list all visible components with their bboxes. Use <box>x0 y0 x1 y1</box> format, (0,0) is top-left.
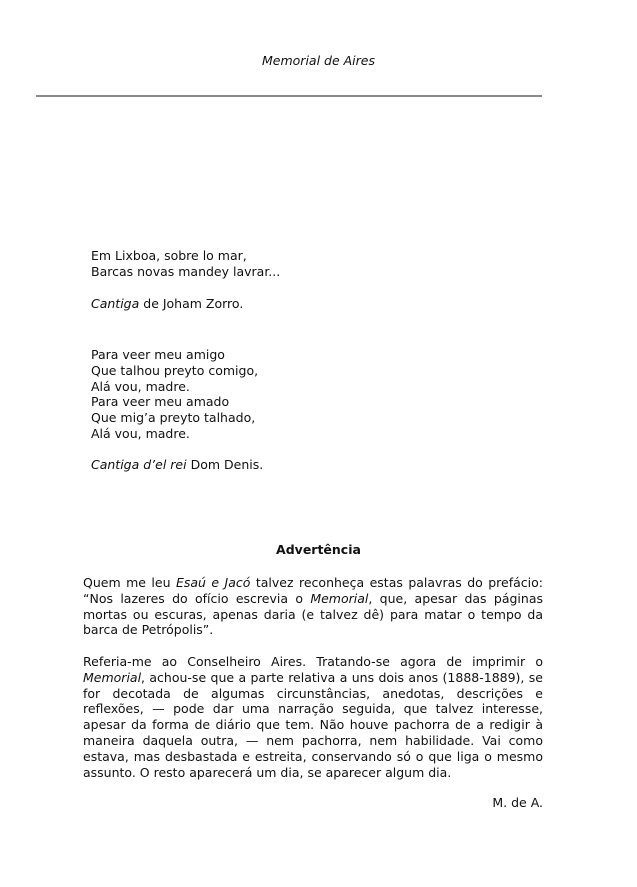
verse-line: Que talhou preyto comigo, <box>91 362 259 378</box>
paragraph-2 <box>83 654 543 780</box>
verse-line: Alá vou, madre. <box>91 378 190 394</box>
text-run: , que, apesar das páginas mortas ou escuras, apenas daria (e talvez dê) para matar o tempo da barca de Petrópolis”. <box>83 590 543 638</box>
verse-line: Para veer meu amado <box>91 394 230 410</box>
epigraph-verse-1 <box>91 248 280 280</box>
citation-text: de Joham Zorro. <box>139 296 244 311</box>
paragraph-1 <box>83 575 543 638</box>
signature: M. de A. <box>492 795 543 810</box>
book-title: Memorial <box>83 669 142 685</box>
citation-italic: Cantiga <box>91 296 140 311</box>
verse-line: Barcas novas mandey lavrar... <box>91 263 281 279</box>
verse-line: Alá vou, madre. <box>91 425 190 441</box>
text-run: Quem me leu <box>83 575 176 590</box>
text-run: talvez reconheça estas palavras do prefácio: “Nos lazeres do ofício escrevia o <box>83 575 543 606</box>
book-title: Esaú e Jacó <box>175 575 251 590</box>
epigraph-citation-2 <box>91 457 263 472</box>
header-rule <box>36 95 542 97</box>
verse-line: Em Lixboa, sobre lo mar, <box>91 248 247 263</box>
verse-line: Que mig’a preyto talhado, <box>91 410 256 426</box>
epigraph-citation-1 <box>91 296 243 311</box>
text-run: , achou-se que a parte relativa a uns dois anos (1888-1889), se for decotada de algumas circunstâncias, anedotas, descrições e reflexões, — pode dar uma narração seguida, que talvez interesse, apesar da forma de diário que tem. Não houve pachorra de a redigir à maneira daquela outra, — nem pachorra, nem habilidade. Vai como estava, mas desbastada e estreita, conservando só o que liga o mesmo assunto. O resto aparecerá um dia, se aparecer algum dia. <box>83 669 543 780</box>
citation-text: Dom Denis. <box>186 457 264 472</box>
text-run: Referia-me ao Conselheiro Aires. Tratando-se agora de imprimir o <box>83 654 543 669</box>
running-header: Memorial de Aires <box>262 53 375 68</box>
verse-line: Para veer meu amigo <box>91 347 225 362</box>
epigraph-verse-2 <box>91 347 258 442</box>
citation-italic: Cantiga d’el rei <box>91 457 187 472</box>
section-heading: Advertência <box>276 542 361 557</box>
book-title: Memorial <box>310 590 369 606</box>
